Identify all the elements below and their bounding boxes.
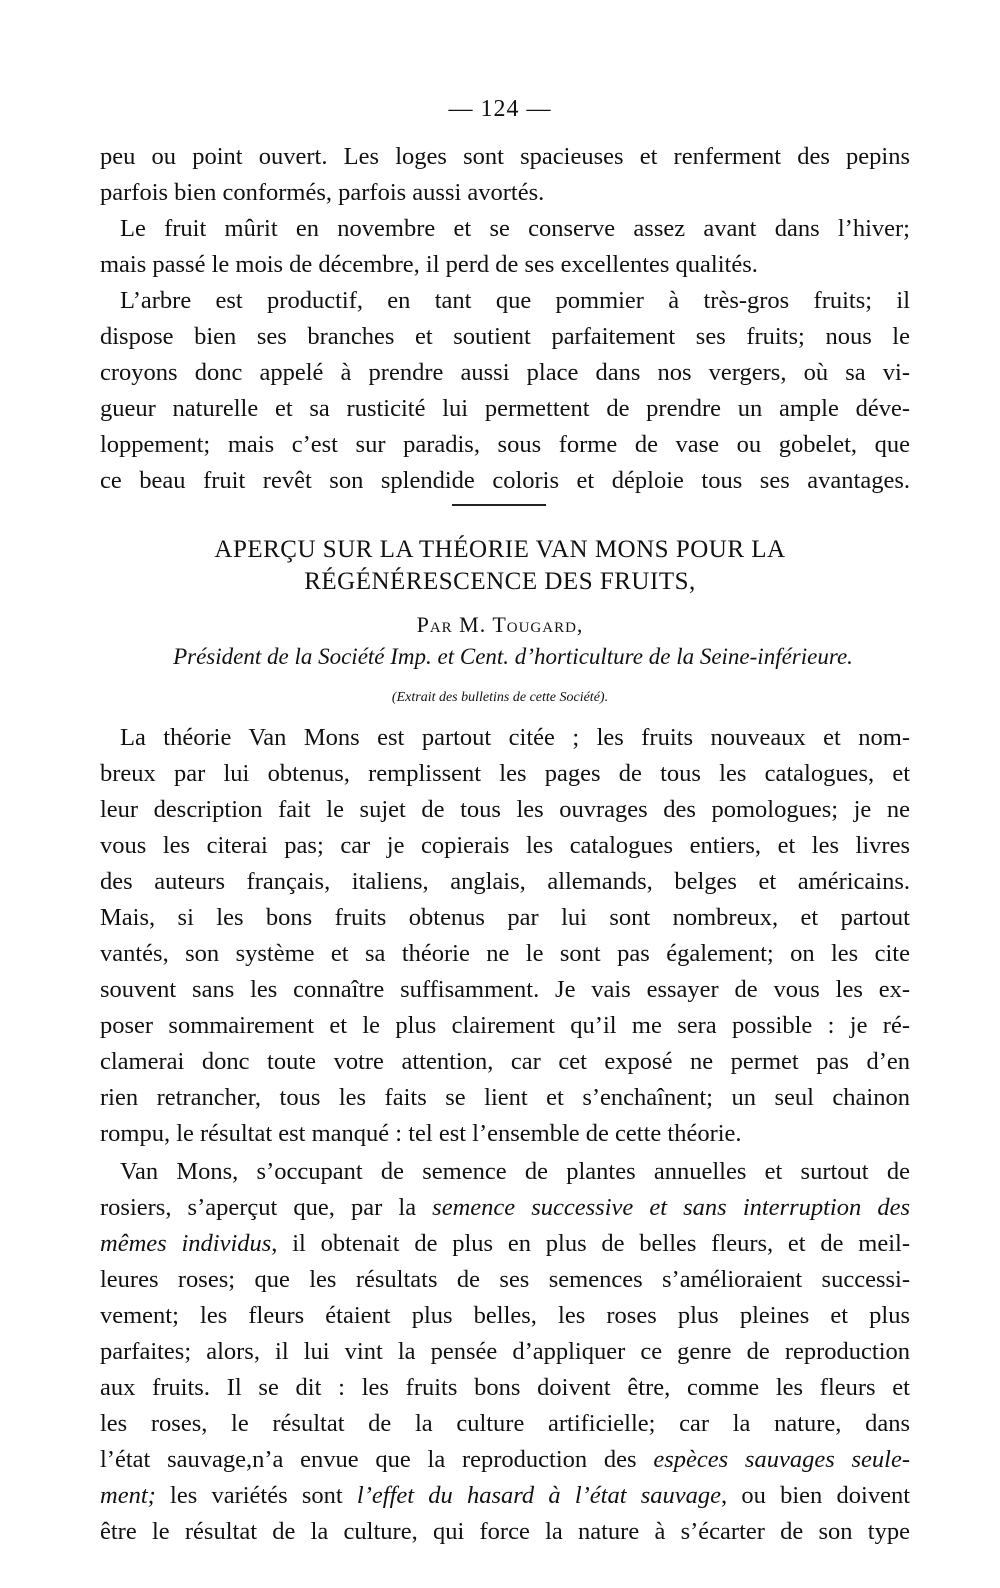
- italic-segment: ment;: [100, 1482, 156, 1509]
- text-line: dispose bien ses branches et soutient parfaitement ses fruits; nous le: [100, 323, 910, 350]
- text-line: rompu, le résultat est manqué : tel est l’ensemble de cette théorie.: [100, 1120, 742, 1147]
- text-line: poser sommairement et le plus clairement qu’il me sera possible : je ré-: [100, 1012, 910, 1039]
- text-segment: l’état sauvage,n’a envue que la reproduction des: [100, 1446, 654, 1473]
- text-segment: , il obtenait de plus en plus de belles fleurs, et de meil-: [271, 1230, 911, 1257]
- text-line: Le fruit mûrit en novembre et se conserve assez avant dans l’hiver;: [120, 215, 910, 242]
- text-line: gueur naturelle et sa rusticité lui permettent de prendre un ample déve-: [100, 395, 910, 422]
- page-number: — 124 —: [448, 96, 552, 122]
- continuation-paragraph: [100, 139, 910, 211]
- text-line: loppement; mais c’est sur paradis, sous forme de vase ou gobelet, que: [100, 431, 910, 458]
- author-role: Président de la Société Imp. et Cent. d’horticulture de la Seine-inférieure.: [173, 644, 853, 669]
- italic-segment: l’effet du hasard à l’état sauvage: [356, 1482, 722, 1509]
- paragraph-tree: [100, 283, 910, 499]
- text-line: parfaites; alors, il lui vint la pensée d’appliquer ce genre de reproduction: [100, 1338, 910, 1365]
- text-line: Mais, si les bons fruits obtenus par lui sont nombreux, et partout: [100, 904, 910, 931]
- text-line: L’arbre est productif, en tant que pommier à très-gros fruits; il: [120, 287, 910, 314]
- author-name: Par M. Tougard,: [416, 612, 584, 637]
- text-line: souvent sans les connaître suffisamment. Je vais essayer de vous les ex-: [100, 976, 910, 1003]
- article-title-line-2: RÉGÉNÉRESCENCE DES FRUITS,: [304, 568, 696, 595]
- text-line: La théorie Van Mons est partout citée ; les fruits nouveaux et nom-: [120, 724, 910, 751]
- text-line: [100, 1478, 910, 1514]
- text-line: vement; les fleurs étaient plus belles, les roses plus pleines et plus: [100, 1302, 910, 1329]
- text-line: leures roses; que les résultats de ses semences s’amélioraient successi-: [100, 1266, 910, 1293]
- text-line: être le résultat de la culture, qui force la nature à s’écarter de son type: [100, 1518, 910, 1545]
- italic-segment: mêmes individus: [100, 1230, 272, 1257]
- article-title-line-1: APERÇU SUR LA THÉORIE VAN MONS POUR LA: [214, 536, 786, 563]
- paragraph-van-mons: [100, 1154, 910, 1550]
- text-line: parfois bien conformés, parfois aussi avortés.: [100, 179, 545, 206]
- text-line: peu ou point ouvert. Les loges sont spacieuses et renferment des pepins: [100, 143, 910, 170]
- text-line: vous les citerai pas; car je copierais les catalogues entiers, et les livres: [100, 832, 910, 859]
- text-line: leur description fait le sujet de tous les ouvrages des pomologues; je ne: [100, 796, 910, 823]
- text-line: Van Mons, s’occupant de semence de plantes annuelles et surtout de: [120, 1158, 910, 1185]
- text-line: rien retrancher, tous les faits se lient et s’enchaînent; un seul chainon: [100, 1084, 910, 1111]
- text-segment: , ou bien doivent: [721, 1482, 910, 1509]
- text-line: breux par lui obtenus, remplissent les pages de tous les catalogues, et: [100, 760, 910, 787]
- paragraph-ripening: [100, 211, 910, 283]
- text-segment: les variétés sont: [155, 1482, 357, 1509]
- text-line: mais passé le mois de décembre, il perd de ses excellentes qualités.: [100, 251, 758, 278]
- text-line: vantés, son système et sa théorie ne le sont pas également; on les cite: [100, 940, 910, 967]
- text-line: croyons donc appelé à prendre aussi place dans nos vergers, où sa vi-: [100, 359, 910, 386]
- text-line: aux fruits. Il se dit : les fruits bons doivent être, comme les fleurs et: [100, 1374, 910, 1401]
- text-line: ce beau fruit revêt son splendide coloris et déploie tous ses avantages.: [100, 467, 910, 494]
- text-line: [100, 1442, 910, 1478]
- italic-segment: semence successive et sans interruption des: [432, 1194, 910, 1221]
- text-line: clamerai donc toute votre attention, car cet exposé ne permet pas d’en: [100, 1048, 910, 1075]
- italic-segment: espèces sauvages seule-: [653, 1446, 910, 1473]
- paragraph-theory: [100, 720, 910, 1152]
- text-line: des auteurs français, italiens, anglais, allemands, belges et américains.: [100, 868, 910, 895]
- text-line: les roses, le résultat de la culture artificielle; car la nature, dans: [100, 1410, 910, 1437]
- text-line: [100, 1190, 910, 1226]
- text-line: [100, 1226, 910, 1262]
- text-segment: rosiers, s’aperçut que, par la: [100, 1194, 433, 1221]
- section-divider: [452, 504, 546, 506]
- extract-note: (Extrait des bulletins de cette Société).: [391, 690, 609, 705]
- article-byline: [0, 612, 1000, 638]
